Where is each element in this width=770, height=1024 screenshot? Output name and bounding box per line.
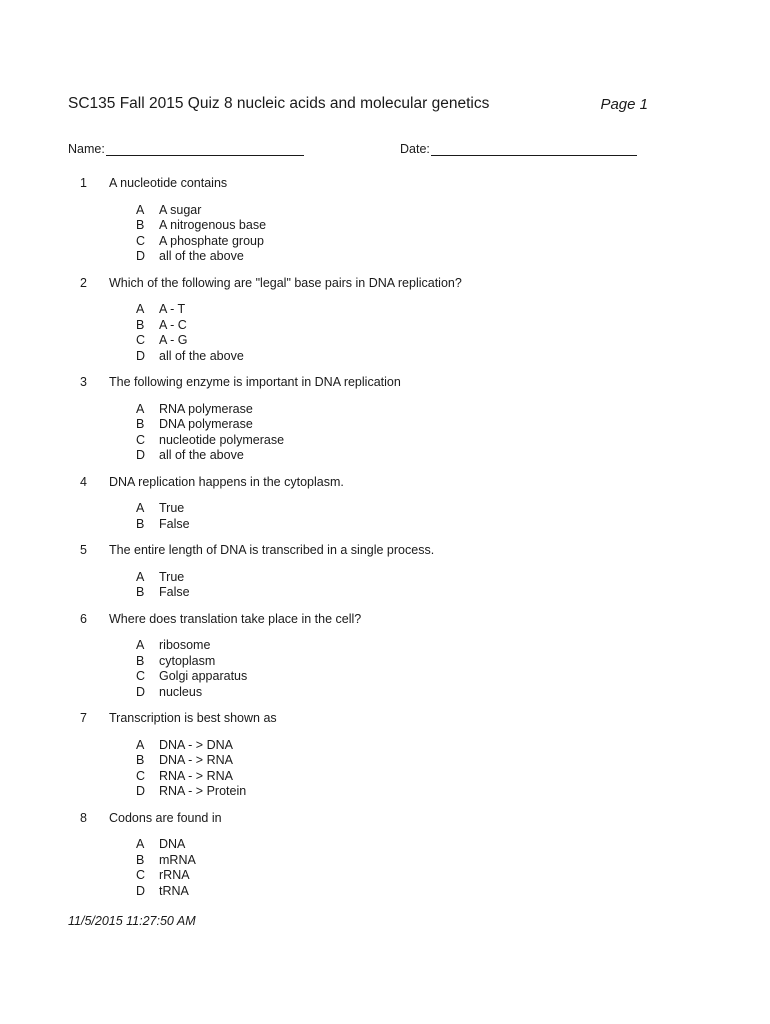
question-4 xyxy=(0,475,770,533)
option-letter: D xyxy=(136,684,146,699)
answer-option xyxy=(0,448,770,464)
option-letter: D xyxy=(136,784,146,798)
option-text: A phosphate group xyxy=(159,233,264,248)
option-letter: C xyxy=(136,868,146,882)
option-letter: A xyxy=(136,837,145,851)
question-text: Where does translation take place in the cell? xyxy=(109,611,362,626)
option-text: Golgi apparatus xyxy=(159,669,248,683)
option-letter: A xyxy=(136,737,145,752)
answer-option xyxy=(0,402,770,418)
option-letter: D xyxy=(136,249,146,263)
answer-options xyxy=(0,638,770,700)
option-letter: C xyxy=(136,669,146,683)
option-text: A - G xyxy=(159,333,188,347)
option-text: DNA polymerase xyxy=(159,417,253,431)
answer-option xyxy=(0,837,770,853)
question-text: A nucleotide contains xyxy=(109,176,228,190)
option-letter: A xyxy=(136,638,145,652)
option-text: DNA xyxy=(159,837,186,851)
option-text: RNA - > Protein xyxy=(159,784,247,798)
question-text: The following enzyme is important in DNA replication xyxy=(109,375,401,389)
answer-options xyxy=(0,302,770,364)
question-number: 4 xyxy=(80,474,87,489)
option-text: A - T xyxy=(159,302,186,316)
option-text: DNA - > DNA xyxy=(159,737,233,752)
answer-options xyxy=(0,570,770,601)
question-1 xyxy=(0,176,770,265)
option-text: True xyxy=(159,569,185,584)
name-field xyxy=(68,142,304,156)
answer-option xyxy=(0,318,770,334)
answer-option xyxy=(0,753,770,769)
question-2 xyxy=(0,276,770,365)
option-letter: B xyxy=(136,516,145,531)
answer-option xyxy=(0,517,770,533)
name-label: Name: xyxy=(68,142,105,156)
answer-option xyxy=(0,654,770,670)
answer-option xyxy=(0,417,770,433)
option-text: tRNA xyxy=(159,883,189,898)
option-text: False xyxy=(159,585,190,599)
option-text: A - C xyxy=(159,317,187,332)
option-letter: B xyxy=(136,852,145,867)
option-text: mRNA xyxy=(159,852,196,867)
option-text: all of the above xyxy=(159,448,244,462)
option-letter: B xyxy=(136,653,145,668)
answer-option xyxy=(0,349,770,365)
answer-option xyxy=(0,585,770,601)
option-letter: C xyxy=(136,432,146,447)
option-text: cytoplasm xyxy=(159,653,216,668)
answer-option xyxy=(0,302,770,318)
answer-option xyxy=(0,501,770,517)
footer-timestamp: 11/5/2015 11:27:50 AM xyxy=(68,914,196,928)
question-number: 2 xyxy=(80,275,87,290)
question-number: 6 xyxy=(80,611,87,626)
question-number: 1 xyxy=(80,176,87,190)
option-letter: B xyxy=(136,417,145,431)
option-text: nucleus xyxy=(159,684,203,699)
question-text: Transcription is best shown as xyxy=(109,711,277,725)
date-blank-line xyxy=(431,142,637,156)
page-number: Page 1 xyxy=(600,96,648,113)
question-list xyxy=(0,176,770,910)
question-text: DNA replication happens in the cytoplasm. xyxy=(109,474,344,489)
option-text: DNA - > RNA xyxy=(159,753,233,767)
option-letter: D xyxy=(136,448,146,462)
option-text: True xyxy=(159,501,185,515)
answer-option xyxy=(0,433,770,449)
option-letter: D xyxy=(136,883,146,898)
option-text: A nitrogenous base xyxy=(159,218,267,232)
option-letter: B xyxy=(136,753,145,767)
option-letter: B xyxy=(136,585,145,599)
question-text: Which of the following are "legal" base pairs in DNA replication? xyxy=(109,275,462,290)
option-letter: C xyxy=(136,333,146,347)
answer-options xyxy=(0,203,770,265)
question-text: Codons are found in xyxy=(109,810,222,825)
name-blank-line xyxy=(106,142,304,156)
option-letter: A xyxy=(136,302,145,316)
option-text: ribosome xyxy=(159,638,211,652)
question-5 xyxy=(0,543,770,601)
answer-option xyxy=(0,333,770,349)
answer-option xyxy=(0,570,770,586)
answer-option xyxy=(0,884,770,900)
answer-option xyxy=(0,685,770,701)
question-number: 8 xyxy=(80,810,87,825)
question-6 xyxy=(0,612,770,701)
answer-option xyxy=(0,669,770,685)
option-letter: B xyxy=(136,317,145,332)
question-7 xyxy=(0,711,770,800)
option-letter: B xyxy=(136,218,145,232)
option-text: False xyxy=(159,516,190,531)
option-text: RNA polymerase xyxy=(159,401,253,416)
answer-option xyxy=(0,769,770,785)
answer-option xyxy=(0,868,770,884)
option-text: nucleotide polymerase xyxy=(159,432,285,447)
option-letter: A xyxy=(136,202,145,217)
option-text: RNA - > RNA xyxy=(159,768,233,783)
answer-options xyxy=(0,738,770,800)
question-text: The entire length of DNA is transcribed in a single process. xyxy=(109,543,435,557)
answer-options xyxy=(0,837,770,899)
answer-options xyxy=(0,501,770,532)
date-label: Date: xyxy=(400,142,430,156)
answer-option xyxy=(0,638,770,654)
option-letter: C xyxy=(136,768,146,783)
date-field xyxy=(400,142,637,156)
question-number: 3 xyxy=(80,375,87,389)
option-letter: A xyxy=(136,401,145,416)
question-number: 7 xyxy=(80,711,87,725)
question-3 xyxy=(0,375,770,464)
answer-option xyxy=(0,249,770,265)
question-8 xyxy=(0,811,770,900)
option-text: A sugar xyxy=(159,202,202,217)
answer-option xyxy=(0,234,770,250)
answer-options xyxy=(0,402,770,464)
option-text: all of the above xyxy=(159,249,244,263)
option-letter: A xyxy=(136,569,145,584)
option-text: rRNA xyxy=(159,868,190,882)
page-title: SC135 Fall 2015 Quiz 8 nucleic acids and molecular genetics xyxy=(68,95,490,112)
answer-option xyxy=(0,218,770,234)
answer-option xyxy=(0,738,770,754)
answer-option xyxy=(0,784,770,800)
option-letter: A xyxy=(136,501,145,515)
option-letter: D xyxy=(136,348,146,363)
option-letter: C xyxy=(136,233,146,248)
answer-option xyxy=(0,853,770,869)
option-text: all of the above xyxy=(159,348,244,363)
answer-option xyxy=(0,203,770,219)
question-number: 5 xyxy=(80,543,87,557)
